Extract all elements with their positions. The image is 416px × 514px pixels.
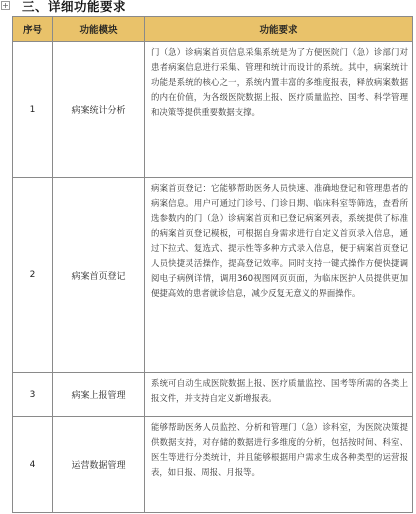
- requirements-table: [12, 16, 413, 513]
- table-row: [13, 178, 413, 373]
- row-requirement: 病案首页登记：它能够帮助医务人员快速、准确地登记和管理患者的病案信息。用户可通过门诊号、门诊日期、临床科室等筛选，查看所选参数内的门（急）诊病案首页和已登记病案列表，系统提供了标准的病案首页登记模板，可根据自身需求进行自定义首页录入信息，通过下拉式、复选式、提示性等多种方式录入信息，便于病案首页登记人员快捷灵活操作，提高登记效率。同时支持一键式操作方便快捷调阅电子病例详情，调用360视图网页页面，为临床医护人员提供更加便捷高效的患者就诊信息，减少反复无意义的界面操作。: [145, 178, 413, 373]
- table-row: [13, 42, 413, 178]
- section-heading: 三、详细功能要求: [22, 0, 127, 14]
- row-index: 2: [13, 178, 53, 373]
- header-module: 功能模块: [53, 17, 145, 42]
- row-index: 4: [13, 417, 53, 513]
- row-module: 病案首页登记: [53, 178, 145, 373]
- move-handle-icon[interactable]: +: [2, 1, 9, 10]
- row-module: 病案统计分析: [53, 42, 145, 178]
- row-index: 1: [13, 42, 53, 178]
- table-header-row: [13, 17, 413, 42]
- table-row: [13, 373, 413, 417]
- header-index: 序号: [13, 17, 53, 42]
- row-module: 运营数据管理: [53, 417, 145, 513]
- row-index: 3: [13, 373, 53, 417]
- table-row: [13, 417, 413, 513]
- row-requirement: 门（急）诊病案首页信息采集系统是为了方便医院门（急）诊部门对患者病案信息进行采集、管理和统计而设计的系统。其中，病案统计功能是系统的核心之一，系统内置丰富的多维度报表，释放病案数据的内在价值，为各级医院数据上报、医疗质量监控、国考、科学管理和决策等提供重要数据支撑。: [145, 42, 413, 178]
- row-requirement: 能够帮助医务人员监控、分析和管理门（急）诊科室，为医院决策提供数据支持，对存储的数据进行多维度的分析，包括按时间、科室、医生等进行分类统计，并且能够根据用户需求生成各种类型的运营报表，如日报、周报、月报等。: [145, 417, 413, 513]
- header-requirement: 功能要求: [145, 17, 413, 42]
- row-requirement: 系统可自动生成医院数据上报、医疗质量监控、国考等所需的各类上报文件，并支持自定义新增报表。: [145, 373, 413, 417]
- row-module: 病案上报管理: [53, 373, 145, 417]
